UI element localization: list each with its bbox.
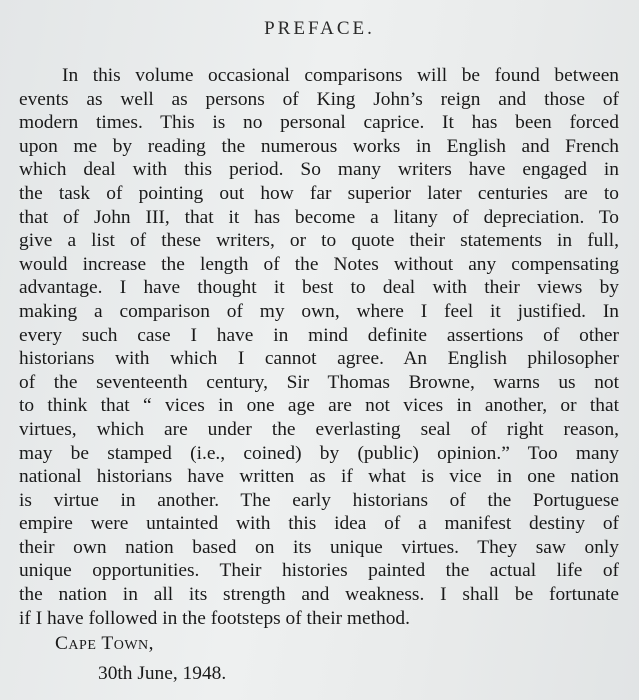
paragraph-line: the task of pointing out how far superior later centuries are to (19, 182, 619, 204)
paragraph-line: unique opportunities. Their histories painted the actual life of (19, 560, 619, 582)
page-heading: PREFACE. (264, 18, 375, 39)
paragraph-line: advantage. I have thought it best to deal with their views by (19, 277, 619, 299)
paragraph-line: making a comparison of my own, where I feel it justified. In (19, 300, 619, 322)
paragraph-line: to think that “ vices in one age are not vices in another, or that (19, 395, 619, 417)
signoff-place: Cape Town, (55, 633, 155, 654)
paragraph-line: would increase the length of the Notes without any compensating (19, 253, 619, 275)
paragraph-line: may be stamped (i.e., coined) by (public) opinion.” Too many (19, 442, 619, 464)
paragraph-line: upon me by reading the numerous works in English and French (19, 135, 619, 157)
paragraph-line: virtues, which are under the everlasting seal of right reason, (19, 418, 619, 440)
paragraph-line: empire were untainted with this idea of a manifest destiny of (19, 513, 619, 535)
paragraph-line: national historians have written as if what is vice in one nation (19, 466, 619, 488)
signoff-date: 30th June, 1948. (98, 663, 227, 684)
paragraph-line: give a list of these writers, or to quote their statements in full, (19, 230, 619, 252)
paragraph-line: their own nation based on its unique virtues. They saw only (19, 536, 619, 558)
paragraph-line: of the seventeenth century, Sir Thomas Browne, warns us not (19, 371, 619, 393)
paragraph-line: every such case I have in mind definite assertions of other (19, 324, 619, 346)
paragraph-line: the nation in all its strength and weakness. I shall be fortunate (19, 584, 619, 606)
paragraph-line: modern times. This is no personal caprice. It has been forced (19, 112, 619, 134)
preface-paragraph (19, 64, 619, 630)
paragraph-line: that of John III, that it has become a litany of depreciation. To (19, 206, 619, 228)
paragraph-line: events as well as persons of King John’s reign and those of (19, 88, 619, 110)
paragraph-line: historians with which I cannot agree. An English philosopher (19, 348, 619, 370)
paragraph-line: if I have followed in the footsteps of their method. (19, 607, 410, 629)
paragraph-line: In this volume occasional comparisons will be found between (62, 65, 619, 86)
signoff (55, 629, 226, 689)
paragraph-line: which deal with this period. So many writers have engaged in (19, 159, 619, 181)
paragraph-line: is virtue in another. The early historians of the Portuguese (19, 489, 619, 511)
